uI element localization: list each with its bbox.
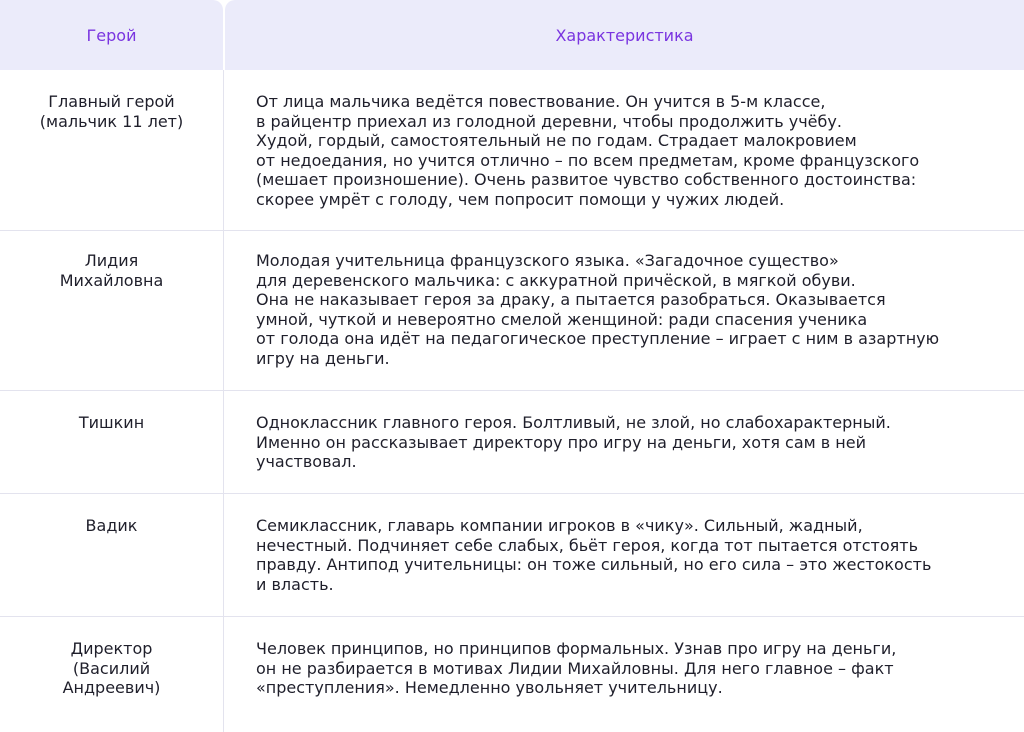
hero-description: От лица мальчика ведётся повествование. Он учится в 5-м классе, в райцентр приехал из голодной деревни, чтобы продолжить учёбу. Худой, гордый, самостоятельный не по годам. Страдает малокровием от недоедания, но учится отлично – по всем предметам, кроме французского (мешает произношение). Очень развитое чувство собственного достоинства: скорее умрёт с голоду, чем попросит помощи у чужих людей. xyxy=(256,92,920,209)
header-hero: Герой xyxy=(0,0,223,70)
hero-description: Человек принципов, но принципов формальных. Узнав про игру на деньги, он не разбирается в мотивах Лидии Михайловны. Для него главное – факт «преступления». Немедленно увольняет учительницу. xyxy=(256,639,897,697)
hero-description: Молодая учительница французского языка. «Загадочное существо» для деревенского мальчика: с аккуратной причёской, в мягкой обуви. Она не наказывает героя за драку, а пытается разобраться. Оказывается умной, чуткой и невероятно смелой женщиной: ради спасения ученика от голода она идёт на педагогическое преступление – играет с ним в азартную игру на деньги. xyxy=(256,251,940,368)
hero-name: Директор (Василий Андреевич) xyxy=(62,639,161,697)
table-row xyxy=(0,617,1024,732)
hero-name: Главный герой (мальчик 11 лет) xyxy=(39,92,184,131)
header-description: Характеристика xyxy=(225,0,1024,70)
hero-description: Семиклассник, главарь компании игроков в «чику». Сильный, жадный, нечестный. Подчиняет себе слабых, бьёт героя, когда тот пытается отстоять правду. Антипод учительницы: он тоже сильный, но его сила – это жестокость и власть. xyxy=(256,516,932,594)
hero-name: Вадик xyxy=(85,516,138,535)
table-header xyxy=(0,0,1024,70)
hero-name: Лидия Михайловна xyxy=(59,251,164,290)
hero-description: Одноклассник главного героя. Болтливый, не злой, но слабохарактерный. Именно он рассказывает директору про игру на деньги, хотя сам в ней участвовал. xyxy=(256,413,891,471)
hero-name: Тишкин xyxy=(78,413,145,432)
table-row xyxy=(0,391,1024,493)
table-row xyxy=(0,231,1024,390)
table-row xyxy=(0,494,1024,616)
table-row xyxy=(0,70,1024,230)
